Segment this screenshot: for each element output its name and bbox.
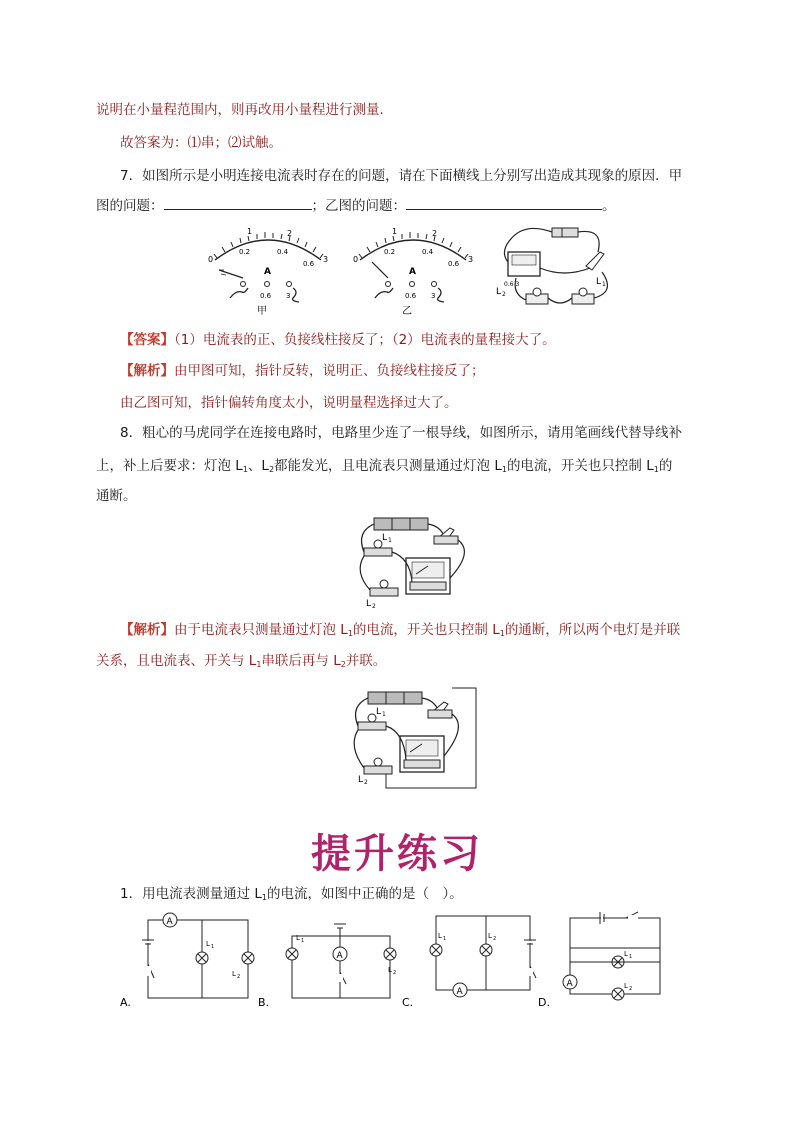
label-l1-sub: 1	[602, 281, 606, 288]
label-sub: 1	[211, 944, 215, 950]
q7-answer	[120, 331, 556, 349]
q8-analysis-line2	[96, 652, 386, 674]
label-l1: L	[376, 707, 382, 717]
q7-circuit-figure	[494, 222, 624, 322]
text-span: 关系，且电流表、开关与 L	[96, 653, 257, 669]
lamp-icon	[533, 288, 541, 296]
terminal-0-6	[265, 282, 270, 287]
option-b-figure	[258, 910, 400, 1010]
section-title: 提升练习	[311, 830, 483, 877]
wire-left	[230, 288, 248, 298]
wire-left	[375, 288, 393, 298]
analysis-tag: 【解析】	[120, 363, 174, 379]
meter-needle-small-deflection	[372, 262, 388, 278]
terminal-3	[287, 282, 292, 287]
q8-circuit-figure	[350, 512, 480, 612]
tick-label-large: 2	[432, 229, 438, 238]
label-l2: L	[388, 966, 392, 974]
analysis-text: 由甲图可知，指针反转，说明正、负接线柱接反了；	[174, 363, 485, 379]
meter-unit: A	[409, 267, 416, 277]
switch-icon	[586, 252, 604, 270]
tick-label-large: 1	[247, 227, 253, 236]
subscript: 1	[653, 465, 659, 474]
label-l1: L	[382, 533, 388, 543]
tick-label: 0.2	[384, 248, 396, 256]
lamp-icon	[368, 714, 376, 722]
q7-yi-answer-blank[interactable]	[406, 197, 602, 210]
lamp-icon	[374, 540, 382, 548]
text-span: 都能发光，且电流表只测量通过灯泡 L	[274, 458, 502, 474]
subscript: 1	[347, 629, 353, 638]
tick-label: 0.6	[448, 260, 460, 268]
subscript: 1	[501, 465, 507, 474]
ammeter-label: A	[566, 979, 573, 989]
label-sub: 2	[393, 970, 397, 976]
answer-tag: 【答案】	[120, 332, 174, 348]
meter-terminal-labels: 0.6 3	[504, 281, 520, 288]
terminal-negative	[386, 282, 391, 287]
terminal-label: 0.6	[405, 292, 417, 300]
text-span: 的通断，所以两个电灯是并联	[504, 622, 681, 638]
ammeter-yi-figure	[350, 226, 476, 318]
label-l2-sub: 2	[364, 779, 368, 786]
practice-q1-line	[120, 885, 463, 907]
label-l2-sub: 2	[502, 291, 506, 298]
label-l1: L	[296, 934, 300, 942]
label-l2: L	[358, 775, 364, 785]
label-l2: L	[488, 932, 492, 940]
text-span: 1．用电流表测量通过 L	[120, 886, 262, 902]
subscript: 1	[256, 660, 262, 669]
battery-pack-icon	[368, 692, 422, 704]
q7-end: 。	[602, 198, 616, 214]
figure-caption: 甲	[257, 306, 267, 317]
label-l2: L	[624, 982, 628, 990]
text-span: 的电流，开关也只控制 L	[352, 622, 500, 638]
analysis-tag: 【解析】	[120, 622, 174, 638]
lamp-l2-base	[370, 588, 398, 596]
ammeter-label: A	[166, 917, 173, 927]
label-sub: 1	[629, 954, 633, 960]
meter-unit: A	[264, 267, 271, 277]
circuit-frame	[570, 918, 660, 994]
wire-right	[438, 288, 444, 302]
tick-label-large: 3	[468, 255, 474, 264]
label-l1: L	[438, 932, 442, 940]
lamp-l1-base	[364, 548, 392, 556]
option-d-figure	[538, 904, 680, 1010]
label-l1-sub: 1	[388, 537, 392, 544]
label-l1: L	[206, 940, 210, 948]
q8-line1: 8．粗心的马虎同学在连接电路时，电路里少连了一根导线，如图所示，请用笔画线代替导线补	[120, 425, 683, 441]
lamp-l1-base	[358, 722, 386, 730]
figure-caption: 乙	[402, 306, 412, 317]
text-span: 并联。	[345, 653, 387, 669]
option-label[interactable]: A.	[120, 996, 131, 1009]
battery-pack-icon	[374, 518, 428, 530]
label-l2: L	[232, 970, 236, 978]
q7-yi-prompt: ；乙图的问题：	[311, 198, 406, 214]
battery-icon	[552, 228, 578, 237]
terminal-3	[432, 282, 437, 287]
terminal-negative	[241, 282, 246, 287]
label-l2-sub: 2	[372, 603, 376, 610]
tick-label-large: 2	[287, 229, 293, 238]
q7-jia-prompt: 图的问题：	[96, 198, 164, 214]
q7-line2	[96, 197, 616, 215]
tick-label-large: 3	[323, 255, 329, 264]
ammeter-label: A	[336, 951, 343, 961]
label-sub: 1	[443, 936, 447, 942]
terminal-label: 3	[431, 292, 436, 300]
terminal-label: 3	[286, 292, 291, 300]
terminal-label: 0.6	[260, 292, 272, 300]
circuit-frame	[292, 936, 390, 998]
text-span: 、L	[247, 458, 269, 474]
answer-text: ⑴串；⑵试触。	[187, 135, 282, 151]
subscript: 1	[242, 465, 248, 474]
subscript: 2	[340, 660, 346, 669]
intro-line: 说明在小量程范围内，则再改用小量程进行测量．	[96, 102, 393, 118]
text-span: 的	[658, 458, 673, 474]
text-span: 的电流，如图中正确的是（ ）。	[267, 886, 463, 902]
lamp-icon	[374, 758, 382, 766]
subscript: 1	[499, 629, 505, 638]
label-sub: 2	[237, 974, 241, 980]
wire	[578, 231, 599, 252]
label-l1-sub: 1	[382, 711, 386, 718]
q8-line2	[96, 457, 672, 479]
lamp-icon	[380, 580, 388, 588]
text-span: 串联后再与 L	[261, 653, 341, 669]
option-c-figure	[402, 910, 544, 1010]
text-span: 的电流，开关也只控制 L	[506, 458, 654, 474]
label-sub: 1	[301, 938, 305, 944]
q7-analysis	[120, 362, 485, 380]
tick-label: 0.6	[303, 260, 315, 268]
label-sub: 2	[629, 986, 633, 992]
tick-label: 0	[208, 255, 214, 264]
option-label[interactable]: D.	[538, 996, 550, 1009]
q8-line3: 通断。	[96, 488, 137, 504]
option-label[interactable]: C.	[402, 996, 414, 1009]
intro-answer	[120, 134, 282, 152]
answer-label: 故答案为：	[120, 135, 188, 151]
tick-label: 0	[353, 255, 359, 264]
ammeter-jia-figure	[205, 226, 331, 318]
q7-analysis-line2: 由乙图可知，指针偏转角度太小，说明量程选择过大了。	[120, 395, 458, 411]
ammeter-label: A	[456, 987, 463, 997]
label-l2: L	[496, 287, 502, 297]
meter-tick-marks	[214, 232, 323, 258]
lamp-l2-base	[364, 766, 392, 774]
subscript: 1	[261, 893, 267, 902]
label-l1: L	[596, 277, 602, 287]
tick-label: 0.2	[239, 248, 251, 256]
text-span: 由于电流表只测量通过灯泡 L	[174, 622, 348, 638]
label-l1: L	[624, 950, 628, 958]
label-sub: 2	[493, 936, 497, 942]
q7-line1: 7．如图所示是小明连接电流表时存在的问题，请在下面横线上分别写出造成其现象的原因．甲	[120, 168, 683, 184]
q8-analysis	[120, 621, 680, 643]
wire-right	[293, 288, 299, 302]
tick-label: 0.4	[277, 248, 289, 256]
tick-label-large: 1	[392, 227, 398, 236]
tick-label: 0.4	[422, 248, 434, 256]
text-span: 上，补上后要求：灯泡 L	[96, 458, 243, 474]
subscript: 2	[268, 465, 275, 474]
terminal-0-6	[410, 282, 415, 287]
q8-solution-figure	[344, 686, 480, 790]
answer-text: （1）电流表的正、负接线柱接反了；（2）电流表的量程接大了。	[174, 332, 556, 348]
lamp-icon	[579, 288, 587, 296]
label-l2: L	[366, 599, 372, 609]
option-label[interactable]: B.	[258, 996, 270, 1009]
meter-tick-marks	[359, 232, 468, 258]
option-a-figure	[118, 910, 260, 1010]
q7-jia-answer-blank[interactable]	[164, 197, 312, 210]
